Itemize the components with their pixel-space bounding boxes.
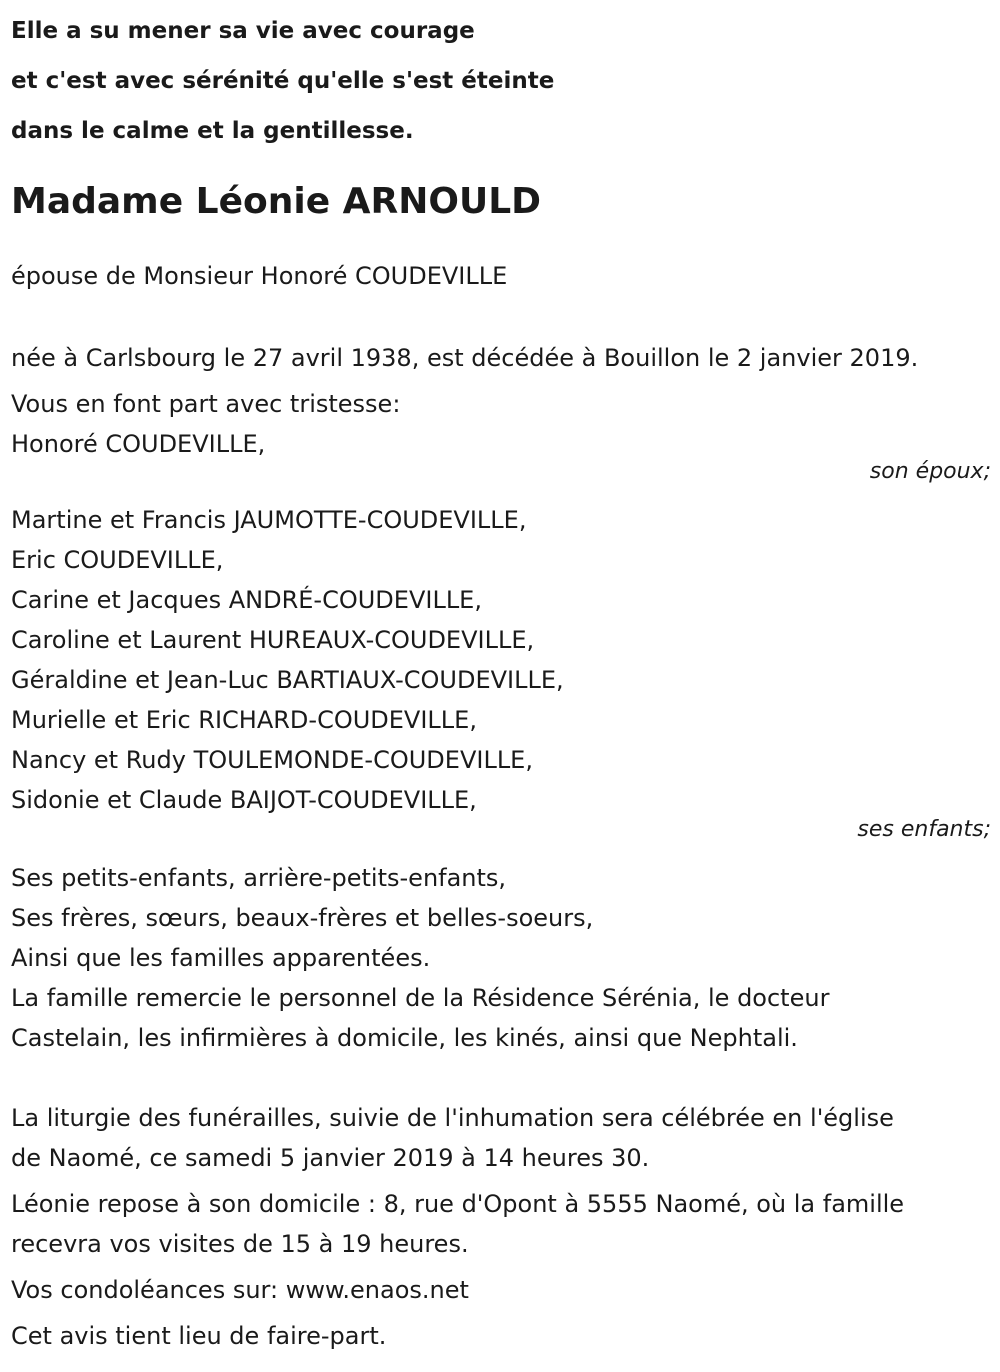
relatives-line: Ses petits-enfants, arrière-petits-enfants, — [11, 864, 507, 892]
announcement — [11, 384, 991, 1058]
ceremony-line: de Naomé, ce samedi 5 janvier 2019 à 14 heures 30. — [11, 1144, 650, 1172]
child-entry: Eric COUDEVILLE, — [11, 546, 224, 574]
visitation-line: recevra vos visites de 15 à 19 heures. — [11, 1230, 469, 1258]
intro-quote — [11, 0, 991, 156]
announcement-heading: Vous en font part avec tristesse: — [11, 390, 401, 418]
child-entry: Nancy et Rudy TOULEMONDE-COUDEVILLE, — [11, 746, 533, 774]
spouse-role: son époux; — [869, 459, 991, 484]
closing-line: Cet avis tient lieu de faire-part. — [11, 1322, 387, 1350]
spouse-name: Honoré COUDEVILLE, — [11, 430, 266, 458]
spouse-line: épouse de Monsieur Honoré COUDEVILLE — [11, 262, 508, 290]
deceased-name: Madame Léonie ARNOULD — [11, 181, 542, 222]
child-entry: Sidonie et Claude BAIJOT-COUDEVILLE, — [11, 786, 477, 814]
thanks-paragraph — [11, 978, 991, 1058]
intro-line: dans le calme et la gentillesse. — [11, 118, 414, 144]
child-entry: Géraldine et Jean-Luc BARTIAUX-COUDEVILLE, — [11, 666, 564, 694]
visitation-line: Léonie repose à son domicile : 8, rue d'Opont à 5555 Naomé, où la famille — [11, 1190, 905, 1218]
child-entry: Caroline et Laurent HUREAUX-COUDEVILLE, — [11, 626, 535, 654]
condolences-line: Vos condoléances sur: www.enaos.net — [11, 1276, 469, 1304]
obituary-notice — [11, 0, 991, 1356]
relatives-line: Ses frères, sœurs, beaux-frères et belles-soeurs, — [11, 904, 594, 932]
children-role: ses enfants; — [857, 817, 991, 842]
other-relatives — [11, 858, 991, 978]
thanks-line: Castelain, les infirmières à domicile, les kinés, ainsi que Nephtali. — [11, 1024, 798, 1052]
child-entry: Martine et Francis JAUMOTTE-COUDEVILLE, — [11, 506, 527, 534]
intro-line: et c'est avec sérénité qu'elle s'est éteinte — [11, 68, 555, 94]
thanks-line: La famille remercie le personnel de la Résidence Sérénia, le docteur — [11, 984, 830, 1012]
birth-death-line: née à Carlsbourg le 27 avril 1938, est décédée à Bouillon le 2 janvier 2019. — [11, 344, 919, 372]
visitation-paragraph — [11, 1184, 991, 1264]
children-list — [11, 500, 991, 820]
section-spacer — [11, 1058, 991, 1098]
ceremony-line: La liturgie des funérailles, suivie de l'inhumation sera célébrée en l'église — [11, 1104, 894, 1132]
relatives-line: Ainsi que les familles apparentées. — [11, 944, 431, 972]
child-entry: Murielle et Eric RICHARD-COUDEVILLE, — [11, 706, 477, 734]
child-entry: Carine et Jacques ANDRÉ-COUDEVILLE, — [11, 586, 482, 614]
intro-line: Elle a su mener sa vie avec courage — [11, 18, 475, 44]
ceremony-paragraph — [11, 1098, 991, 1178]
